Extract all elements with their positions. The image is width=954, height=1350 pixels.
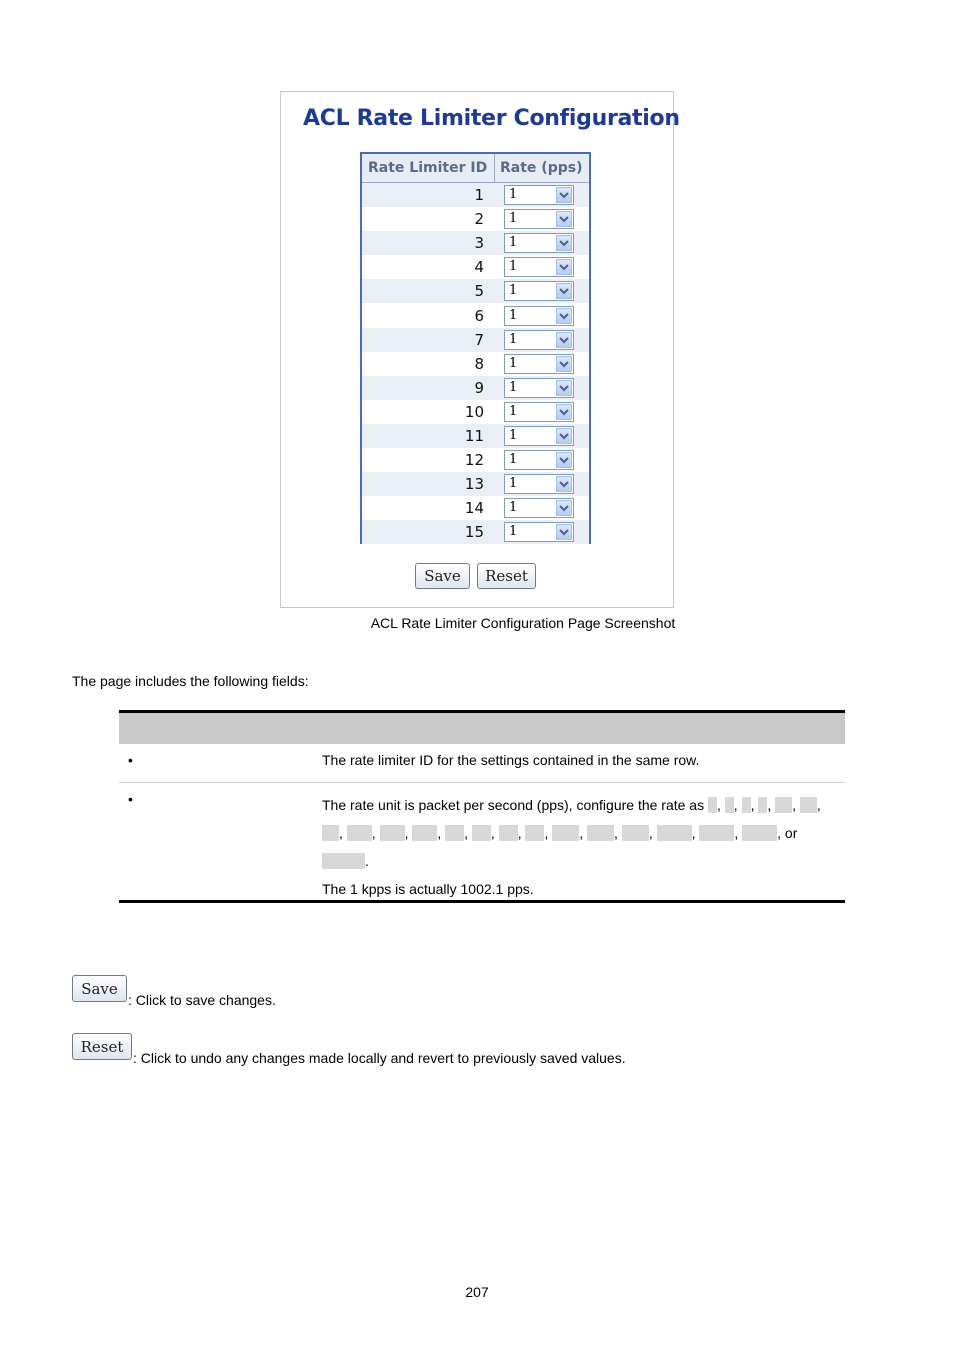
rate-limiter-id: 3 xyxy=(474,234,484,253)
chevron-down-icon[interactable] xyxy=(556,235,572,251)
rate-select[interactable] xyxy=(504,209,574,229)
chevron-down-icon[interactable] xyxy=(556,211,572,227)
table-row xyxy=(362,303,589,327)
chevron-down-icon[interactable] xyxy=(556,404,572,420)
rate-select[interactable] xyxy=(504,450,574,470)
rate-limiter-id: 13 xyxy=(464,475,484,494)
rate-select[interactable] xyxy=(504,306,574,326)
rate-select[interactable] xyxy=(504,378,574,398)
rate-select-value: 1 xyxy=(509,427,518,443)
fields-table-header xyxy=(119,713,845,744)
save-button-description xyxy=(72,975,276,1008)
rate-limiter-id: 5 xyxy=(474,282,484,301)
table-header xyxy=(362,154,589,183)
rate-select-value: 1 xyxy=(509,331,518,347)
rate-description-text: The rate unit is packet per second (pps), configure the rate as xyxy=(322,797,705,813)
rate-select-value: 1 xyxy=(509,235,518,251)
rate-select[interactable] xyxy=(504,185,574,205)
field-description: The rate unit is packet per second (pps), configure the rate as , , , , , , , , , , , , , , , , , , , , or . The 1 kpps is actually 1002.1 pps. xyxy=(322,783,845,900)
reset-button[interactable]: Reset xyxy=(477,563,536,589)
rate-limiter-id: 11 xyxy=(464,426,484,445)
bullet: • xyxy=(128,752,133,768)
rate-select[interactable] xyxy=(504,402,574,422)
page-number: 207 xyxy=(465,1284,489,1300)
fields-table xyxy=(119,710,845,903)
save-button[interactable]: Save xyxy=(415,563,470,589)
chevron-down-icon[interactable] xyxy=(556,187,572,203)
column-header-rate-limiter-id: Rate Limiter ID xyxy=(362,154,495,182)
reset-button-example[interactable]: Reset xyxy=(72,1033,132,1060)
rate-limiter-id: 4 xyxy=(474,258,484,277)
chevron-down-icon[interactable] xyxy=(556,380,572,396)
rate-select[interactable] xyxy=(504,330,574,350)
rate-select-value: 1 xyxy=(509,379,518,395)
page-title: ACL Rate Limiter Configuration xyxy=(303,106,680,131)
chevron-down-icon[interactable] xyxy=(556,332,572,348)
chevron-down-icon[interactable] xyxy=(556,283,572,299)
field-row xyxy=(119,783,845,900)
reset-button-description xyxy=(72,1033,626,1066)
bullet: • xyxy=(128,791,133,807)
rate-limiter-id: 8 xyxy=(474,354,484,373)
table-row xyxy=(362,472,589,496)
chevron-down-icon[interactable] xyxy=(556,524,572,540)
rate-select-value: 1 xyxy=(509,307,518,323)
intro-text: The page includes the following fields: xyxy=(72,673,309,689)
figure-caption: ACL Rate Limiter Configuration Page Screenshot xyxy=(370,615,676,631)
rate-select-value: 1 xyxy=(509,211,518,227)
rate-limiter-id: 12 xyxy=(464,451,484,470)
table-row xyxy=(362,279,589,303)
field-row xyxy=(119,744,845,783)
chevron-down-icon[interactable] xyxy=(556,356,572,372)
rate-select-value: 1 xyxy=(509,452,518,468)
rate-select[interactable] xyxy=(504,257,574,277)
rate-limiter-id: 2 xyxy=(474,210,484,229)
rate-select[interactable] xyxy=(504,281,574,301)
table-row xyxy=(362,183,589,207)
table-row xyxy=(362,424,589,448)
table-row xyxy=(362,255,589,279)
chevron-down-icon[interactable] xyxy=(556,428,572,444)
rate-select[interactable] xyxy=(504,474,574,494)
table-row xyxy=(362,231,589,255)
table-row xyxy=(362,448,589,472)
rate-limiter-id: 7 xyxy=(474,330,484,349)
rate-select[interactable] xyxy=(504,354,574,374)
chevron-down-icon[interactable] xyxy=(556,500,572,516)
rate-select-value: 1 xyxy=(509,259,518,275)
acl-rate-limiter-screenshot xyxy=(280,91,680,608)
rate-limiter-id: 6 xyxy=(474,306,484,325)
chevron-down-icon[interactable] xyxy=(556,452,572,468)
rate-limiter-id: 14 xyxy=(464,499,484,518)
chevron-down-icon[interactable] xyxy=(556,259,572,275)
rate-select-value: 1 xyxy=(509,283,518,299)
rate-limiter-id: 15 xyxy=(464,523,484,542)
table-row xyxy=(362,328,589,352)
chevron-down-icon[interactable] xyxy=(556,476,572,492)
reset-description: : Click to undo any changes made locally and revert to previously saved values. xyxy=(133,1050,626,1066)
or-text: , or xyxy=(777,825,798,841)
rate-select-value: 1 xyxy=(509,355,518,371)
table-row xyxy=(362,400,589,424)
field-description: The rate limiter ID for the settings contained in the same row. xyxy=(322,752,700,768)
rate-select-value: 1 xyxy=(509,476,518,492)
table-body xyxy=(362,183,589,544)
rate-limiter-table xyxy=(360,152,591,544)
rate-select[interactable] xyxy=(504,426,574,446)
rate-select[interactable] xyxy=(504,498,574,518)
rate-select[interactable] xyxy=(504,233,574,253)
column-header-rate: Rate (pps) xyxy=(500,160,583,176)
save-button-example[interactable]: Save xyxy=(72,975,127,1002)
rate-select-value: 1 xyxy=(509,524,518,540)
chevron-down-icon[interactable] xyxy=(556,308,572,324)
rate-limiter-id: 1 xyxy=(474,186,484,205)
rate-select-value: 1 xyxy=(509,187,518,203)
table-row xyxy=(362,352,589,376)
save-description: : Click to save changes. xyxy=(128,992,276,1008)
table-row xyxy=(362,376,589,400)
rate-select-value: 1 xyxy=(509,403,518,419)
rate-limiter-id: 9 xyxy=(474,378,484,397)
rate-limiter-id: 10 xyxy=(464,402,484,421)
table-row xyxy=(362,207,589,231)
rate-note: The 1 kpps is actually 1002.1 pps. xyxy=(322,881,534,897)
rate-select[interactable] xyxy=(504,522,574,542)
table-row xyxy=(362,496,589,520)
table-row xyxy=(362,520,589,544)
rate-select-value: 1 xyxy=(509,500,518,516)
